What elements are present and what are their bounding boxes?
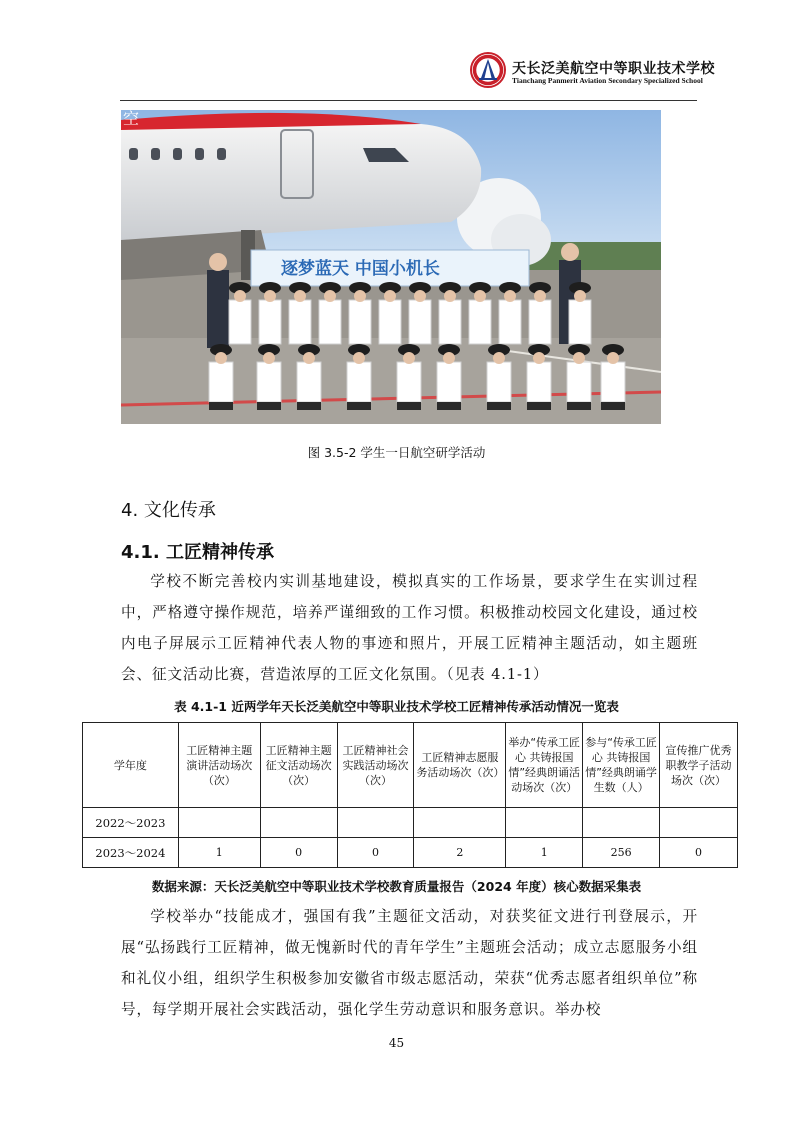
subsection-heading: 4.1. 工匠精神传承 (121, 542, 274, 563)
table-header-row (83, 723, 738, 808)
table-title: 表 4.1-1 近两学年天长泛美航空中等职业技术学校工匠精神传承活动情况一览表 (174, 699, 619, 714)
table-cell (506, 808, 583, 838)
table-cell: 2022～2023 (83, 808, 179, 838)
table-cell: 0 (260, 838, 337, 868)
school-name-cn: 天长泛美航空中等职业技术学校 (512, 61, 715, 77)
table-header-cell: 宣传推广优秀职教学子活动场次（次） (660, 723, 738, 808)
body-paragraph-2: 学校举办“技能成才，强国有我”主题征文活动，对获奖征文进行刊登展示，开展“弘扬践行工匠精神，做无愧新时代的青年学生”主题班会活动；成立志愿服务小组和礼仪小组，组织学生积极参加安徽省市级志愿活动，荣获“优秀志愿者组织单位”称号，每学期开展社会实践活动，强化学生劳动意识和服务意识。举办校 (121, 908, 698, 1018)
table-cell: 0 (337, 838, 414, 868)
table-header-cell: 举办“传承工匠心 共铸报国情”经典朗诵活动场次（次） (506, 723, 583, 808)
activity-photo (121, 110, 661, 424)
table-header-cell: 工匠精神社会实践活动场次（次） (337, 723, 414, 808)
svg-text:空: 空 (123, 110, 140, 128)
table-header-cell: 工匠精神志愿服务活动场次（次） (414, 723, 506, 808)
table-header-cell: 工匠精神主题演讲活动场次（次） (178, 723, 260, 808)
table-cell: 0 (660, 838, 738, 868)
table-cell (583, 808, 660, 838)
table-cell: 1 (178, 838, 260, 868)
table-cell: 2 (414, 838, 506, 868)
activity-table (82, 722, 738, 868)
figure-caption: 图 3.5-2 学生一日航空研学活动 (307, 445, 486, 460)
table-row (83, 808, 738, 838)
table-cell (337, 808, 414, 838)
banner-text: 逐梦蓝天 中国小机长 (281, 259, 440, 279)
table-header-cell: 工匠精神主题征文活动场次（次） (260, 723, 337, 808)
section-heading: 4. 文化传承 (121, 500, 216, 521)
header-divider (120, 100, 697, 101)
table-cell: 2023～2024 (83, 838, 179, 868)
page-number: 45 (388, 1036, 405, 1050)
table-cell (178, 808, 260, 838)
table-cell (260, 808, 337, 838)
page-header (120, 52, 715, 102)
school-name-en: Tianchang Panmerit Aviation Secondary Specialized School (512, 76, 703, 85)
photo-illustration (121, 110, 661, 424)
body-paragraph-1: 学校不断完善校内实训基地建设，模拟真实的工作场景，要求学生在实训过程中，严格遵守操作规范，培养严谨细致的工作习惯。积极推动校园文化建设，通过校内电子屏展示工匠精神代表人物的事迹和照片，开展工匠精神主题活动，如主题班会、征文活动比赛，营造浓厚的工匠文化氛围。（见表 4.1-1） (121, 573, 698, 683)
table-header-cell: 学年度 (83, 723, 179, 808)
table-cell: 1 (506, 838, 583, 868)
table-source: 数据来源：天长泛美航空中等职业技术学校教育质量报告（2024 年度）核心数据采集表 (151, 879, 642, 894)
table-cell (660, 808, 738, 838)
table-row (83, 838, 738, 868)
table-cell (414, 808, 506, 838)
table-cell: 256 (583, 838, 660, 868)
table-header-cell: 参与“传承工匠心 共铸报国情”经典朗诵学生数（人） (583, 723, 660, 808)
school-logo (470, 52, 506, 88)
